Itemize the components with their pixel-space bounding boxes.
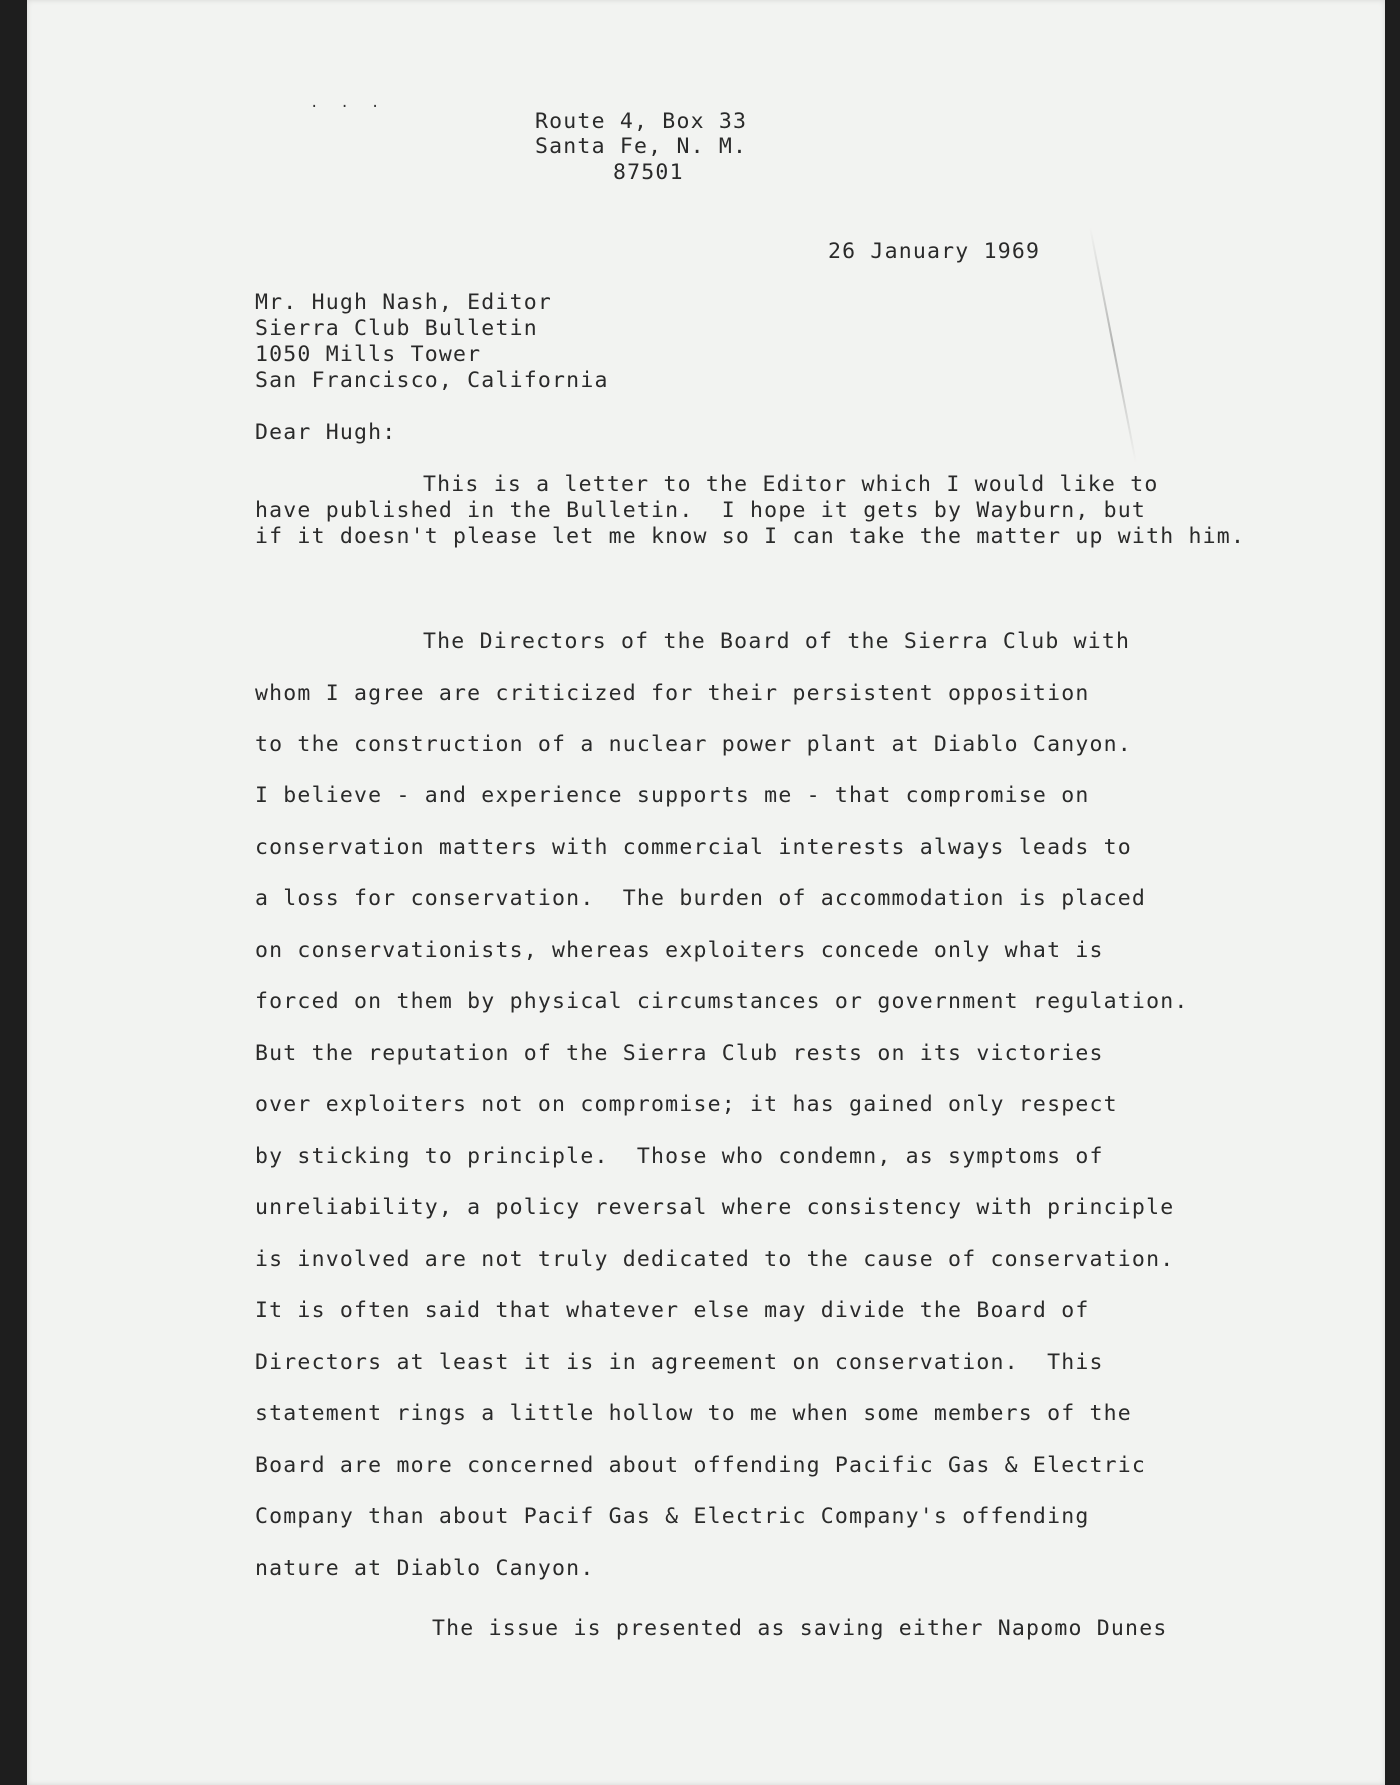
paper-crease: [1089, 227, 1137, 463]
body-line-1: The Directors of the Board of the Sierra Club with: [423, 629, 1131, 654]
body-line-16: statement rings a little hollow to me when some members of the: [255, 1401, 1132, 1426]
body-line-7: on conservationists, whereas exploiters concede only what is: [255, 938, 1104, 963]
intro-line-1: This is a letter to the Editor which I would like to: [423, 472, 1159, 497]
body-line-20: The issue is presented as saving either Napomo Dunes: [432, 1616, 1168, 1641]
recipient-line-1: Mr. Hugh Nash, Editor: [255, 290, 553, 315]
body-line-8: forced on them by physical circumstances or government regulation.: [255, 989, 1189, 1014]
body-line-2: whom I agree are criticized for their persistent opposition: [255, 681, 1090, 706]
body-line-14: It is often said that whatever else may divide the Board of: [255, 1298, 1090, 1323]
intro-line-3: if it doesn't please let me know so I can take the matter up with him.: [255, 524, 1246, 549]
body-line-17: Board are more concerned about offending Pacific Gas & Electric: [255, 1453, 1147, 1478]
letter-page: [27, 0, 1385, 1785]
body-line-10: over exploiters not on compromise; it has gained only respect: [255, 1092, 1118, 1117]
body-line-12: unreliability, a policy reversal where consistency with principle: [255, 1195, 1175, 1220]
recipient-line-4: San Francisco, California: [255, 368, 609, 393]
recipient-line-2: Sierra Club Bulletin: [255, 316, 538, 341]
body-line-19: nature at Diablo Canyon.: [255, 1556, 595, 1581]
letter-date: 26 January 1969: [828, 239, 1041, 264]
body-line-9: But the reputation of the Sierra Club rests on its victories: [255, 1041, 1104, 1066]
address-line-2: Santa Fe, N. M.: [535, 134, 748, 159]
body-line-18: Company than about Pacif Gas & Electric Company's offending: [255, 1504, 1090, 1529]
body-line-15: Directors at least it is in agreement on conservation. This: [255, 1350, 1104, 1375]
body-line-11: by sticking to principle. Those who condemn, as symptoms of: [255, 1144, 1104, 1169]
body-line-4: I believe - and experience supports me - that compromise on: [255, 783, 1090, 808]
stray-marks: ...: [310, 95, 402, 111]
address-line-1: Route 4, Box 33: [535, 109, 748, 134]
body-line-5: conservation matters with commercial interests always leads to: [255, 835, 1132, 860]
address-line-3: 87501: [613, 160, 684, 185]
body-line-3: to the construction of a nuclear power plant at Diablo Canyon.: [255, 732, 1132, 757]
intro-line-2: have published in the Bulletin. I hope it gets by Wayburn, but: [255, 498, 1147, 523]
salutation: Dear Hugh:: [255, 420, 397, 445]
body-line-6: a loss for conservation. The burden of accommodation is placed: [255, 886, 1147, 911]
body-line-13: is involved are not truly dedicated to the cause of conservation.: [255, 1247, 1175, 1272]
recipient-line-3: 1050 Mills Tower: [255, 342, 482, 367]
